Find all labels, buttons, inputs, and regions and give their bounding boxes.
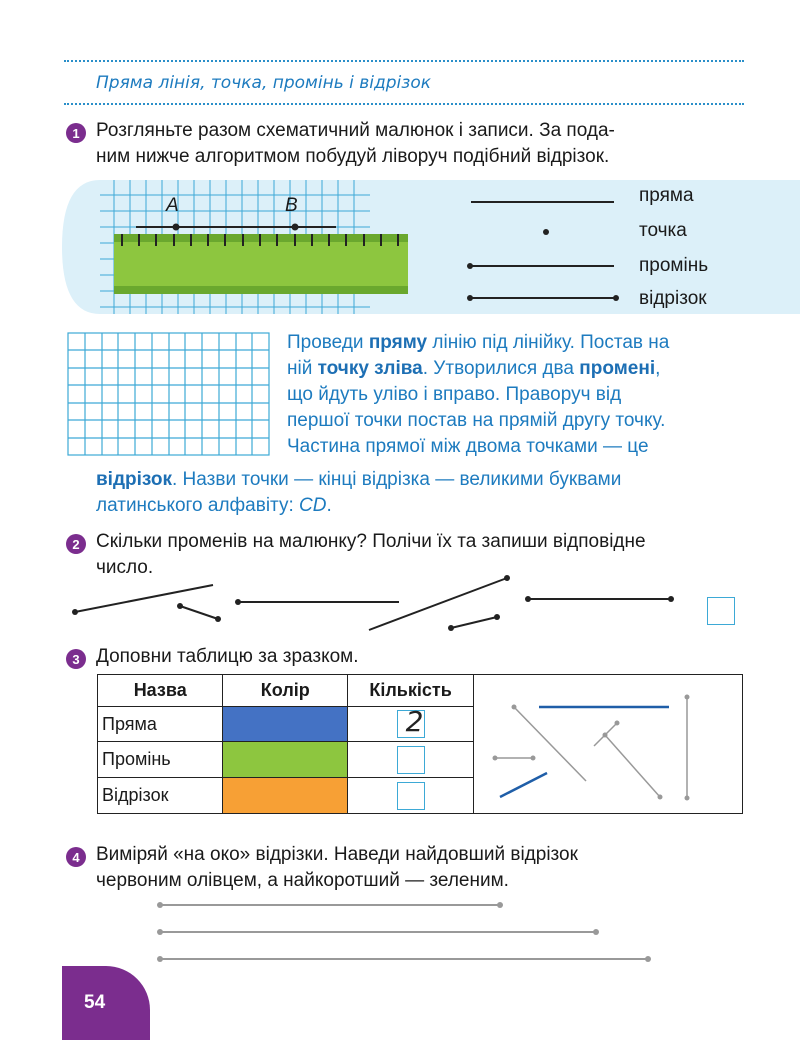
header-color: Колір	[223, 675, 348, 707]
task1-instructions-cont: відрізок. Назви точки — кінці відрізка — великими буквами латинського алфавіту: CD.	[96, 469, 622, 516]
task2-number: 2	[66, 534, 86, 554]
header-name: Назва	[98, 675, 223, 707]
legend-point-label: точка	[639, 220, 687, 241]
point-b-label: B	[285, 195, 298, 216]
task1-number: 1	[66, 123, 86, 143]
legend-line-label: пряма	[639, 185, 694, 206]
point-a-label: A	[166, 195, 179, 216]
task4-number: 4	[66, 847, 86, 867]
task2-text: Скільки променів на малюнку? Полічи їх та запиши відповідне число.	[96, 531, 646, 578]
section-title: Пряма лінія, точка, промінь і відрізок	[96, 73, 431, 93]
row-count: 2	[405, 705, 424, 739]
header-count: Кількість	[348, 675, 474, 707]
row-name: Промінь	[98, 742, 223, 778]
legend-ray-label: промінь	[639, 255, 709, 276]
task1-text: Розгляньте разом схематичний малюнок і записи. За пода- ним нижче алгоритмом побудуй ліворуч подібний відрізок.	[96, 120, 615, 167]
row-name: Відрізок	[98, 778, 223, 814]
task3-number: 3	[66, 649, 86, 669]
task1-instructions: Проведи пряму лінію під лінійку. Постав на ній точку зліва. Утворилися два промені, що йдуть уліво і вправо. Праворуч від першої точки постав на прямій другу точку. Частина прямої між двома точками — це	[287, 332, 670, 457]
row-name: Пряма	[98, 706, 223, 742]
task4-text: Виміряй «на око» відрізки. Наведи найдовший відрізок червоним олівцем, а найкоротший — зеленим.	[96, 844, 578, 891]
page-number: 54	[84, 992, 106, 1013]
task3-text: Доповни таблицю за зразком.	[96, 646, 359, 667]
legend-segment-label: відрізок	[639, 288, 707, 309]
